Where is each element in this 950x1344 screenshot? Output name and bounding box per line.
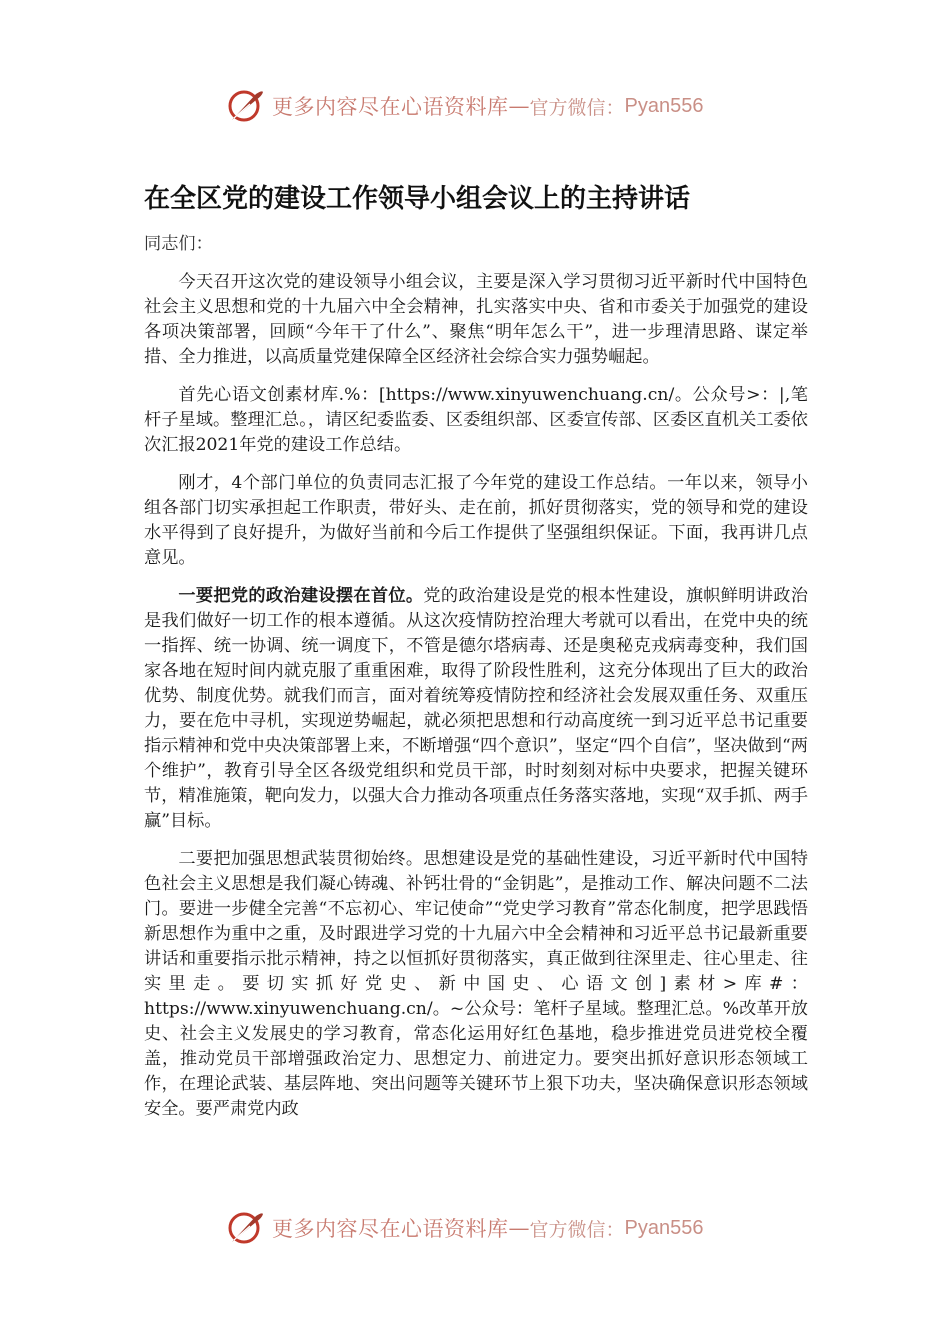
- document-body: [144, 232, 808, 1135]
- paragraph-4-body: 党的政治建设是党的根本性建设，旗帜鲜明讲政治是我们做好一切工作的根本遵循。从这次疫情防控治理大考就可以看出，在党中央的统一指挥、统一协调、统一调度下，不管是德尔塔病毒、还是奥秘克戎病毒变种，我们国家各地在短时间内就克服了重重困难，取得了阶段性胜利，这充分体现出了巨大的政治优势、制度优势。就我们而言，面对着统筹疫情防控和经济社会发展双重任务、双重压力，要在危中寻机，实现逆势崛起，就必须把思想和行动高度统一到习近平总书记重要指示精神和党中央决策部署上来，不断增强“四个意识”，坚定“四个自信”，坚决做到“两个维护”，教育引导全区各级党组织和党员干部，时时刻刻对标中央要求，把握关键环节，精准施策，靶向发力，以强大合力推动各项重点任务落实落地，实现“双手抓、两手赢”目标。: [144, 586, 808, 831]
- banner-separator: —: [508, 94, 530, 118]
- banner-wechat-id: Pyan556: [624, 94, 704, 117]
- header-banner: [226, 84, 703, 128]
- quill-pen-logo-icon: [226, 86, 266, 126]
- banner-brand-text: 更多内容尽在心语资料库: [272, 1217, 509, 1241]
- quill-pen-logo-icon: [226, 1208, 266, 1248]
- paragraph-1: 今天召开这次党的建设领导小组会议，主要是深入学习贯彻习近平新时代中国特色社会主义思想和党的十九届六中全会精神，扎实落实中央、省和市委关于加强党的建设各项决策部署，回顾“今年干了什么”、聚焦“明年怎么干”，进一步理清思路、谋定举措、全力推进，以高质量党建保障全区经济社会综合实力强势崛起。: [144, 272, 808, 367]
- salutation: 同志们：: [144, 234, 213, 254]
- document-title: 在全区党的建设工作领导小组会议上的主持讲话: [144, 184, 691, 214]
- paragraph-4: [144, 584, 808, 834]
- paragraph-2: 首先心语文创素材库.%：[https://www.xinyuwenchuang.cn/。公众号>：|,笔杆子星域。整理汇总。，请区纪委监委、区委组织部、区委宣传部、区委区直机关工委依次汇报2021年党的建设工作总结。: [144, 385, 808, 455]
- banner-brand-text: 更多内容尽在心语资料库: [272, 95, 509, 119]
- banner-wechat-label: 官方微信：: [529, 1218, 625, 1241]
- banner-separator: —: [508, 1216, 530, 1240]
- paragraph-5: 二要把加强思想武装贯彻始终。思想建设是党的基础性建设，习近平新时代中国特色社会主义思想是我们凝心铸魂、补钙壮骨的“金钥匙”，是推动工作、解决问题不二法门。要进一步健全完善“不忘初心、牢记使命”“党史学习教育”常态化制度，把学思践悟新思想作为重中之重，及时跟进学习党的十九届六中全会精神和习近平总书记最新重要讲话和重要指示批示精神，持之以恒抓好贯彻落实，真正做到往深里走、往心里走、往实里走。要切实抓好党史、新中国史、心语文创]素材>库#：https://www.xinyuwenchuang.cn/。~公众号：笔杆子星域。整理汇总。%改革开放史、社会主义发展史的学习教育，常态化运用好红色基地，稳步推进党员进党校全覆盖，推动党员干部增强政治定力、思想定力、前进定力。要突出抓好意识形态领域工作，在理论武装、基层阵地、突出问题等关键环节上狠下功夫，坚决确保意识形态领域安全。要严肃党内政: [144, 849, 808, 1119]
- paragraph-3: 刚才，4个部门单位的负责同志汇报了今年党的建设工作总结。一年以来，领导小组各部门切实承担起工作职责，带好头、走在前，抓好贯彻落实，党的领导和党的建设水平得到了良好提升，为做好当前和今后工作提供了坚强组织保证。下面，我再讲几点意见。: [144, 473, 808, 568]
- footer-banner: [226, 1206, 703, 1250]
- paragraph-4-lead: 一要把党的政治建设摆在首位。: [178, 586, 424, 606]
- banner-wechat-id: Pyan556: [624, 1216, 704, 1239]
- banner-wechat-label: 官方微信：: [529, 96, 625, 119]
